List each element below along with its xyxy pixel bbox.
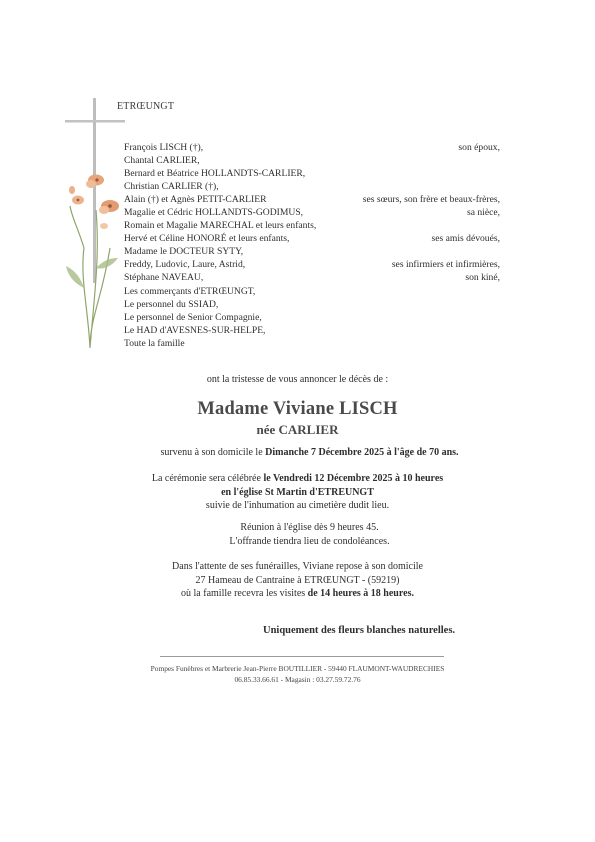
- death-line: [12, 446, 595, 460]
- family-name: Toute la famille: [124, 337, 185, 349]
- family-row: [124, 245, 500, 258]
- deceased-name: Madame Viviane LISCH: [197, 399, 398, 419]
- flowers-note: Uniquement des fleurs blanches naturelles.: [263, 625, 456, 636]
- family-relation: sa nièce,: [466, 207, 500, 219]
- family-list: [124, 141, 500, 350]
- family-row: [124, 206, 500, 219]
- family-row: [124, 258, 500, 271]
- place-heading: ETRŒUNGT: [117, 101, 175, 112]
- family-row: [124, 298, 500, 311]
- home-line-1: Dans l'attente de ses funérailles, Viviane repose à son domicile: [172, 561, 423, 572]
- ceremony-line-2: [0, 486, 595, 500]
- home-line-3: [0, 587, 595, 601]
- family-relation: son époux,: [458, 142, 500, 153]
- family-relation: ses infirmiers et infirmières,: [391, 259, 500, 271]
- death-date: Dimanche 7 Décembre 2025 à l'âge de 70 ans.: [265, 447, 459, 458]
- family-name: François LISCH (†),: [124, 142, 204, 153]
- family-row: [124, 193, 500, 206]
- family-name: Le HAD d'AVESNES-SUR-HELPE,: [124, 324, 266, 336]
- ceremony-block: [0, 472, 595, 513]
- cross-with-flowers: [60, 98, 130, 358]
- family-relation: son kiné,: [465, 272, 500, 284]
- visit-prefix: où la famille recevra les visites: [181, 588, 308, 599]
- footer-line-2: 06.85.33.66.61 - Magasin : 03.27.59.72.76: [234, 675, 361, 684]
- family-relation: ses sœurs, son frère et beaux-frères,: [362, 194, 500, 206]
- family-row: [124, 180, 500, 193]
- flower-icon: [66, 175, 119, 349]
- footer: [0, 663, 595, 685]
- family-name: Les commerçants d'ETRŒUNGT,: [124, 285, 256, 297]
- family-row: [124, 324, 500, 337]
- family-name: Christian CARLIER (†),: [124, 181, 219, 193]
- family-relation: ses amis dévoués,: [431, 233, 500, 245]
- family-name: Magalie et Cédric HOLLANDTS-GODIMUS,: [124, 207, 304, 219]
- family-name: Alain (†) et Agnès PETIT-CARLIER: [124, 194, 267, 206]
- family-row: [124, 232, 500, 245]
- family-name: Madame le DOCTEUR SYTY,: [124, 246, 244, 258]
- family-row: [124, 141, 500, 154]
- family-row: [124, 167, 500, 180]
- family-row: [124, 311, 500, 324]
- announcement-intro: ont la tristesse de vous annoncer le décès de :: [206, 374, 389, 385]
- ceremony-line-1: [0, 472, 595, 486]
- visit-hours: de 14 heures à 18 heures.: [307, 588, 414, 599]
- family-row: [124, 285, 500, 298]
- family-row: [124, 337, 500, 350]
- family-name: Bernard et Béatrice HOLLANDTS-CARLIER,: [124, 168, 306, 180]
- family-row: [124, 154, 500, 167]
- ceremony-line-3: suivie de l'inhumation au cimetière dudit lieu.: [205, 500, 390, 511]
- reunion-block: [12, 521, 595, 548]
- home-block: [0, 560, 595, 601]
- home-line-2: 27 Hameau de Cantraine à ETRŒUNGT - (59219): [195, 574, 400, 586]
- family-name: Le personnel du SSIAD,: [124, 298, 219, 310]
- family-name: Stéphane NAVEAU,: [124, 272, 204, 284]
- family-name: Le personnel de Senior Compagnie,: [124, 311, 262, 323]
- ceremony-date: le Vendredi 12 Décembre 2025 à 10 heures: [263, 473, 444, 484]
- footer-divider: [160, 656, 444, 657]
- family-name: Romain et Magalie MARECHAL et leurs enfants,: [124, 220, 317, 232]
- ceremony-prefix: La cérémonie sera célébrée: [151, 473, 264, 484]
- reunion-line-2: L'offrande tiendra lieu de condoléances.: [229, 535, 390, 547]
- reunion-line-1: Réunion à l'église dès 9 heures 45.: [240, 522, 379, 533]
- family-name: Hervé et Céline HONORÉ et leurs enfants,: [124, 233, 290, 245]
- maiden-name: née CARLIER: [256, 422, 339, 437]
- ceremony-church: en l'église St Martin d'ETREUNGT: [221, 486, 374, 498]
- family-row: [124, 219, 500, 232]
- footer-line-1: Pompes Funèbres et Marbrerie Jean-Pierre BOUTILLIER - 59440 FLAUMONT-WAUDRECHIES: [150, 664, 445, 673]
- death-prefix: survenu à son domicile le: [160, 447, 266, 458]
- family-name: Freddy, Ludovic, Laure, Astrid,: [124, 259, 246, 271]
- family-row: [124, 271, 500, 284]
- family-name: Chantal CARLIER,: [124, 155, 200, 167]
